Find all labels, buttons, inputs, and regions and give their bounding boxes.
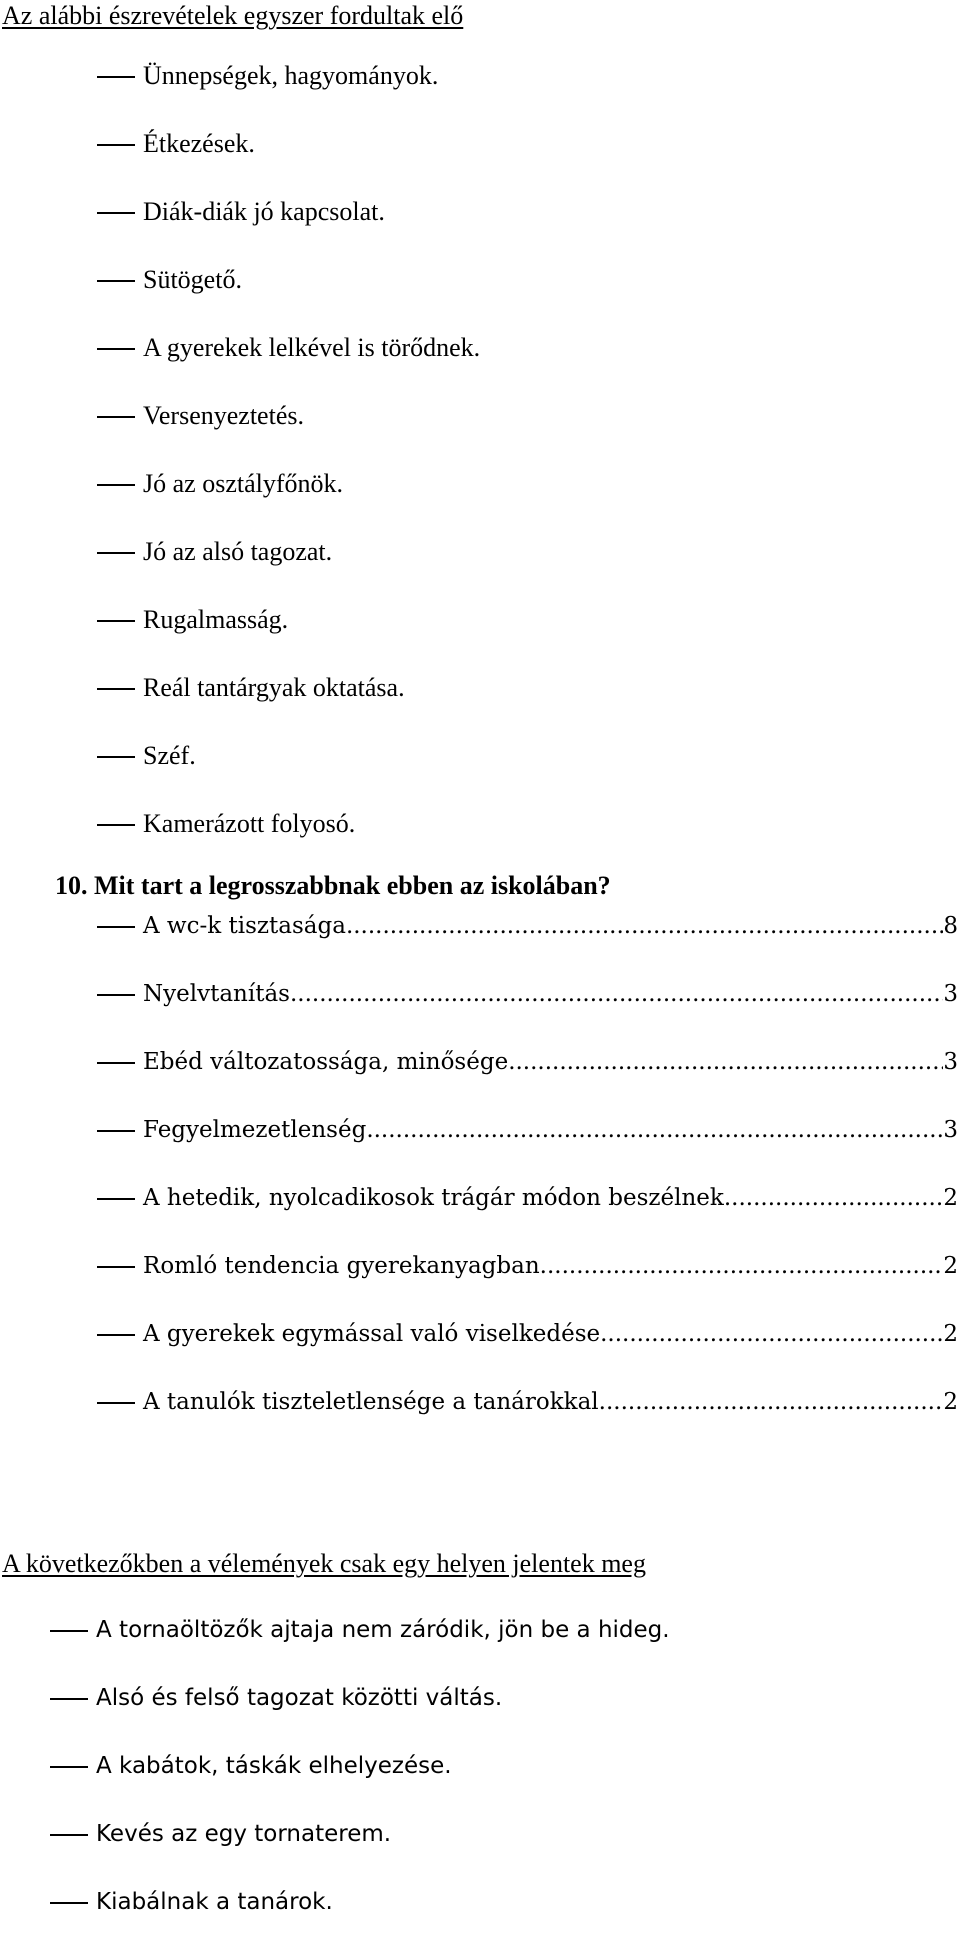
dot-leader — [290, 978, 943, 1010]
answer-text: A tanulók tiszteletlensége a tanárokkal — [143, 1389, 599, 1415]
dash-bullet-icon — [97, 1266, 135, 1268]
dash-bullet-icon — [97, 212, 135, 214]
dash-bullet-icon — [97, 144, 135, 146]
question-title: 10. Mit tart a legrosszabbnak ebben az iskolában? — [55, 871, 611, 900]
dash-bullet-icon — [97, 620, 135, 622]
dash-bullet-icon — [50, 1630, 88, 1632]
answer-count: 8 — [943, 913, 958, 939]
dot-leader — [540, 1250, 944, 1282]
dash-bullet-icon — [97, 1334, 135, 1336]
list-item — [0, 196, 960, 228]
answer-text: Fegyelmezetlenség — [143, 1117, 367, 1143]
list-item — [0, 910, 960, 942]
dash-bullet-icon — [97, 1198, 135, 1200]
answer-count: 2 — [943, 1389, 958, 1415]
dash-bullet-icon — [50, 1766, 88, 1768]
list-item-text: Alsó és felső tagozat közötti váltás. — [96, 1685, 503, 1711]
list-item — [0, 1818, 960, 1850]
dash-bullet-icon — [97, 484, 135, 486]
answer-count: 2 — [943, 1321, 958, 1347]
dot-leader — [366, 1114, 943, 1146]
dash-bullet-icon — [97, 1062, 135, 1064]
dot-leader — [508, 1046, 943, 1078]
list-item — [0, 808, 960, 840]
list-item — [0, 1614, 960, 1646]
list-item-text: A tornaöltözők ajtaja nem záródik, jön be a hideg. — [96, 1617, 670, 1643]
dash-bullet-icon — [97, 994, 135, 996]
dash-bullet-icon — [97, 688, 135, 690]
dash-bullet-icon — [97, 1130, 135, 1132]
dash-bullet-icon — [97, 348, 135, 350]
answer-row — [143, 1386, 958, 1418]
answer-text: A hetedik, nyolcadikosok trágár módon beszélnek — [143, 1185, 724, 1211]
dash-bullet-icon — [50, 1902, 88, 1904]
answer-row — [143, 1046, 958, 1078]
answer-row — [143, 978, 958, 1010]
list-item-text: Kamerázott folyosó. — [143, 809, 356, 838]
worst-things-list — [0, 910, 960, 1454]
answer-row — [143, 1114, 958, 1146]
answer-text: A wc-k tisztasága — [143, 913, 346, 939]
list-item — [0, 1682, 960, 1714]
list-item-text: Reál tantárgyak oktatása. — [143, 673, 405, 702]
dash-bullet-icon — [97, 756, 135, 758]
list-item-text: Széf. — [143, 741, 196, 770]
list-item-text: Diák-diák jó kapcsolat. — [143, 197, 385, 226]
answer-count: 3 — [943, 981, 958, 1007]
answer-count: 3 — [943, 1117, 958, 1143]
dot-leader — [600, 1318, 943, 1350]
answer-text: Romló tendencia gyerekanyagban — [143, 1253, 540, 1279]
list-item — [0, 400, 960, 432]
dash-bullet-icon — [97, 1402, 135, 1404]
list-item — [0, 740, 960, 772]
single-mention-list — [0, 1614, 960, 1954]
list-item — [0, 60, 960, 92]
list-item — [0, 1250, 960, 1282]
list-item — [0, 468, 960, 500]
dash-bullet-icon — [50, 1698, 88, 1700]
answer-row — [143, 910, 958, 942]
list-item-text: Sütögető. — [143, 265, 242, 294]
list-item-text: Jó az alsó tagozat. — [143, 537, 333, 566]
list-item — [0, 672, 960, 704]
list-item — [0, 332, 960, 364]
answer-row — [143, 1318, 958, 1350]
once-mentioned-list — [0, 60, 960, 876]
list-item-text: Versenyeztetés. — [143, 401, 304, 430]
list-item-text: Rugalmasság. — [143, 605, 289, 634]
list-item — [0, 536, 960, 568]
list-item — [0, 1318, 960, 1350]
answer-count: 2 — [943, 1185, 958, 1211]
list-item-text: Ünnepségek, hagyományok. — [143, 61, 439, 90]
dash-bullet-icon — [97, 926, 135, 928]
list-item — [0, 1386, 960, 1418]
dot-leader — [599, 1386, 944, 1418]
dash-bullet-icon — [50, 1834, 88, 1836]
dash-bullet-icon — [97, 824, 135, 826]
section-heading-once: Az alábbi észrevételek egyszer fordultak elő — [2, 1, 464, 30]
list-item — [0, 1182, 960, 1214]
answer-text: Ebéd változatossága, minősége — [143, 1049, 509, 1075]
list-item-text: Kiabálnak a tanárok. — [96, 1889, 333, 1915]
answer-count: 2 — [943, 1253, 958, 1279]
list-item — [0, 978, 960, 1010]
dash-bullet-icon — [97, 76, 135, 78]
list-item-text: Jó az osztályfőnök. — [143, 469, 344, 498]
dot-leader — [724, 1182, 944, 1214]
answer-text: Nyelvtanítás — [143, 981, 290, 1007]
list-item-text: Kevés az egy tornaterem. — [96, 1821, 392, 1847]
list-item — [0, 1046, 960, 1078]
answer-row — [143, 1250, 958, 1282]
dash-bullet-icon — [97, 552, 135, 554]
list-item — [0, 264, 960, 296]
list-item — [0, 1750, 960, 1782]
list-item-text: Étkezések. — [143, 129, 255, 158]
list-item-text: A gyerekek lelkével is törődnek. — [143, 333, 481, 362]
dot-leader — [346, 910, 943, 942]
list-item-text: A kabátok, táskák elhelyezése. — [96, 1753, 452, 1779]
list-item — [0, 1886, 960, 1918]
list-item — [0, 604, 960, 636]
answer-text: A gyerekek egymással való viselkedése — [143, 1321, 601, 1347]
dash-bullet-icon — [97, 416, 135, 418]
answer-row — [143, 1182, 958, 1214]
answer-count: 3 — [943, 1049, 958, 1075]
list-item — [0, 128, 960, 160]
list-item — [0, 1114, 960, 1146]
dash-bullet-icon — [97, 280, 135, 282]
section-heading-single: A következőkben a vélemények csak egy helyen jelentek meg — [2, 1549, 646, 1578]
